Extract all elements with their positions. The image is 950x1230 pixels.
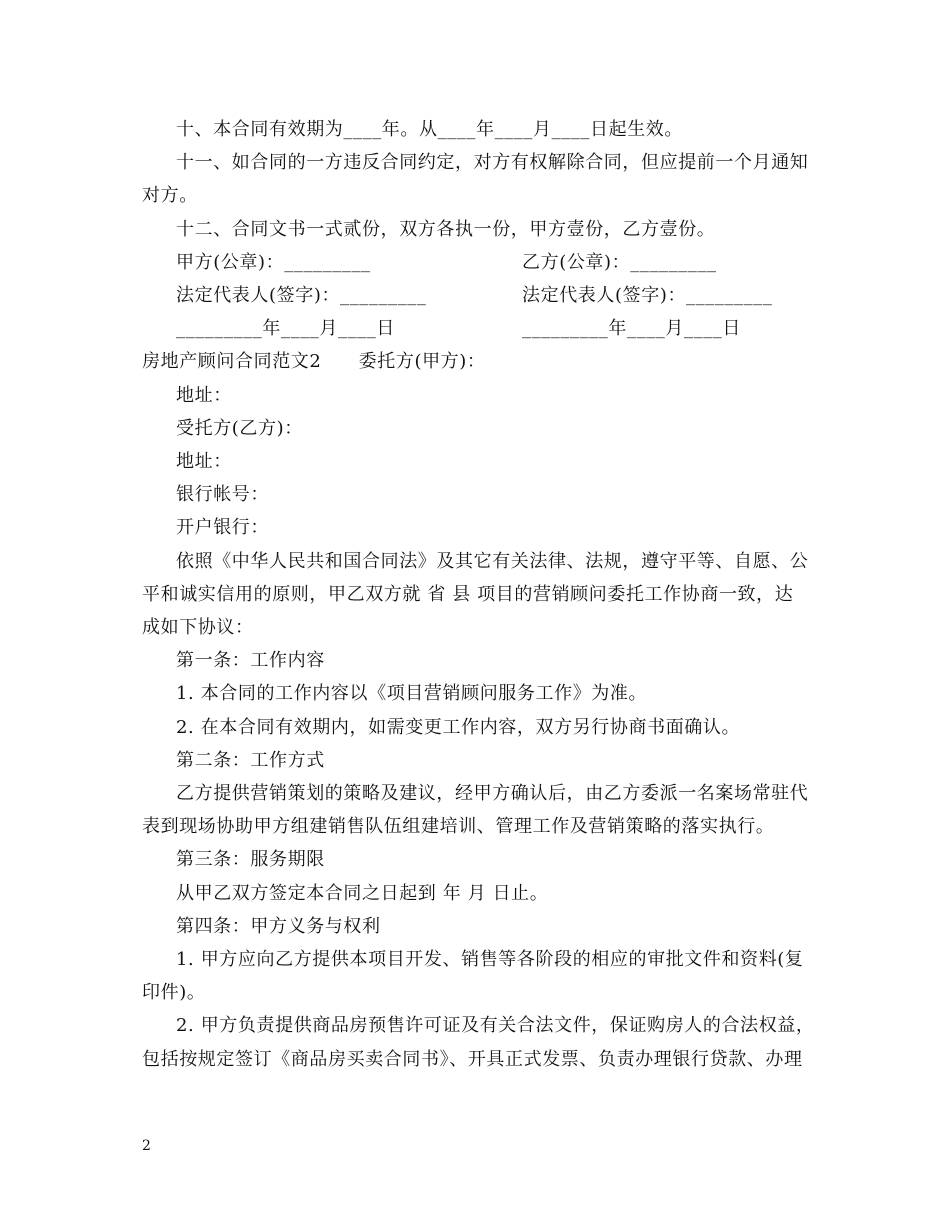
page-number: 2 bbox=[142, 1138, 151, 1154]
text-line: 印件)。 bbox=[142, 982, 206, 1004]
text-line: 乙方提供营销策划的策略及建议，经甲方确认后，由乙方委派一名案场常驻代 bbox=[176, 783, 809, 804]
text-line: 第一条：工作内容 bbox=[176, 650, 325, 672]
text-line: 1. 本合同的工作内容以《项目营销顾问服务工作》为准。 bbox=[176, 683, 648, 705]
text-line: 甲方(公章)：_________ bbox=[176, 251, 371, 273]
text-line: 房地产顾问合同范文2 委托方(甲方)： bbox=[142, 351, 486, 373]
text-line: 受托方(乙方)： bbox=[176, 417, 303, 439]
text-line: 法定代表人(签字)：_________ bbox=[176, 285, 427, 306]
text-line: _________年____月____日 bbox=[176, 318, 395, 340]
text-line: 1. 甲方应向乙方提供本项目开发、销售等各阶段的相应的审批文件和资料(复 bbox=[176, 949, 804, 970]
text-line: 银行帐号： bbox=[176, 484, 269, 506]
signature-line-right: _________年____月____日 bbox=[522, 318, 741, 340]
text-line: 2. 甲方负责提供商品房预售许可证及有关合法文件，保证购房人的合法权益， bbox=[176, 1015, 815, 1037]
text-line: 十、本合同有效期为____年。从____年____月____日起生效。 bbox=[176, 119, 683, 140]
signature-line-right: 法定代表人(签字)：_________ bbox=[522, 285, 773, 306]
text-line: 地址： bbox=[176, 451, 232, 472]
text-line: 依照《中华人民共和国合同法》及其它有关法律、法规，遵守平等、自愿、公 bbox=[176, 550, 809, 572]
text-line: 十一、如合同的一方违反合同约定，对方有权解除合同，但应提前一个月通知 bbox=[176, 152, 809, 174]
text-line: 从甲乙双方签定本合同之日起到 年 月 日止。 bbox=[176, 882, 549, 904]
text-line: 成如下协议： bbox=[142, 617, 254, 638]
text-line: 第四条：甲方义务与权利 bbox=[176, 915, 381, 937]
text-line: 2. 在本合同有效期内，如需变更工作内容，双方另行协商书面确认。 bbox=[176, 716, 741, 738]
text-line: 第二条：工作方式 bbox=[176, 749, 325, 771]
text-line: 地址： bbox=[176, 384, 232, 406]
text-line: 十二、合同文书一式贰份，双方各执一份，甲方壹份，乙方壹份。 bbox=[176, 218, 716, 240]
signature-line-right: 乙方(公章)：_________ bbox=[522, 251, 717, 273]
text-line: 第三条：服务期限 bbox=[176, 849, 325, 871]
text-line: 包括按规定签订《商品房买卖合同书》、开具正式发票、负责办理银行贷款、办理 bbox=[142, 1048, 803, 1070]
text-line: 开户银行： bbox=[176, 517, 269, 539]
text-line: 平和诚实信用的原则，甲乙双方就 省 县 项目的营销顾问委托工作协商一致，达 bbox=[142, 583, 794, 605]
text-line: 对方。 bbox=[142, 185, 198, 207]
text-line: 表到现场协助甲方组建销售队伍组建培训、管理工作及营销策略的落实执行。 bbox=[142, 816, 775, 838]
